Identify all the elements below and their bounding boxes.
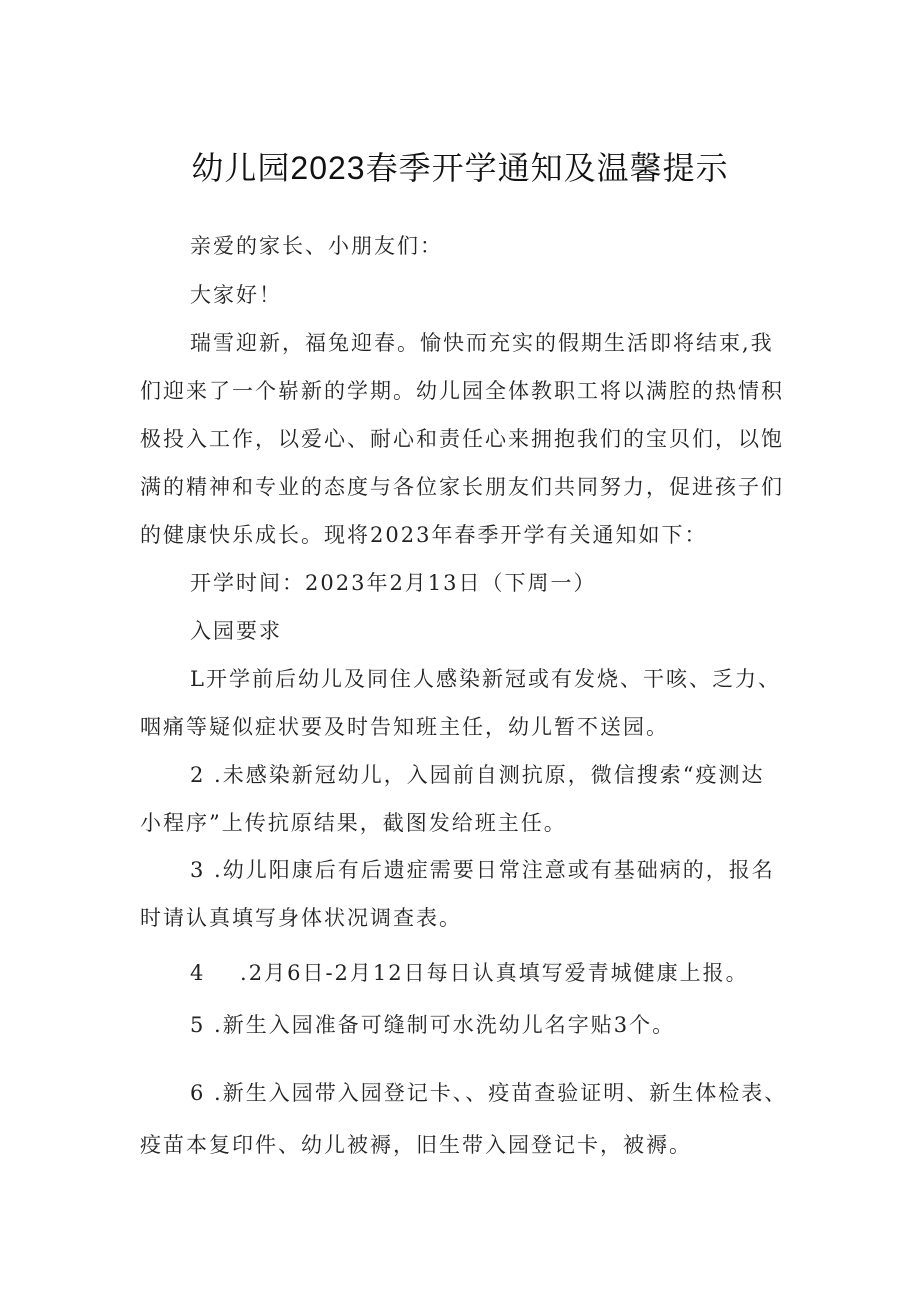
list-item: 3 .幼儿阳康后有后遗症需要日常注意或有基础病的，报名 (190, 858, 775, 882)
list-item: 5 .新生入园准备可缝制可水洗幼儿名字贴3个。 (190, 1013, 676, 1037)
intro-line: 的健康快乐成长。现将2023年春季开学有关通知如下： (140, 523, 708, 547)
list-item-continued: 时请认真填写身体状况调查表。 (140, 906, 462, 930)
intro-line: 极投入工作，以爱心、耐心和责任心来拥抱我们的宝贝们，以饱 (140, 427, 784, 451)
intro-line: 们迎来了一个崭新的学期。幼儿园全体教职工将以满腔的热情积 (140, 379, 784, 403)
requirements-heading: 入园要求 (190, 619, 282, 643)
list-item-continued: 咽痛等疑似症状要及时告知班主任，幼儿暂不送园。 (140, 715, 669, 739)
list-item: 6 .新生入园带入园登记卡、、疫苗查验证明、新生体检表、 (190, 1081, 788, 1105)
list-item: L开学前后幼儿及同住人感染新冠或有发烧、干咳、乏力、 (190, 667, 781, 691)
list-item-continued: 疫苗本复印件、幼儿被褥，旧生带入园登记卡，被褥。 (140, 1133, 692, 1157)
list-item: 2 .未感染新冠幼儿，入园前自测抗原，微信搜索“疫测达 (190, 763, 765, 787)
hello-line: 大家好！ (190, 283, 282, 307)
list-item-continued: 小程序”上传抗原结果，截图发给班主任。 (140, 811, 567, 835)
page-title: 幼儿园2023春季开学通知及温馨提示 (191, 150, 729, 186)
intro-line: 瑞雪迎新，福兔迎春。愉快而充实的假期生活即将结束,我 (190, 331, 774, 355)
list-item: 4 .2月6日-2月12日每日认真填写爱青城健康上报。 (190, 961, 749, 985)
start-date: 开学时间：2023年2月13日（下周一） (190, 571, 597, 595)
greeting: 亲爱的家长、小朋友们： (190, 234, 443, 258)
intro-line: 满的精神和专业的态度与各位家长朋友们共同努力，促进孩子们 (140, 475, 784, 499)
